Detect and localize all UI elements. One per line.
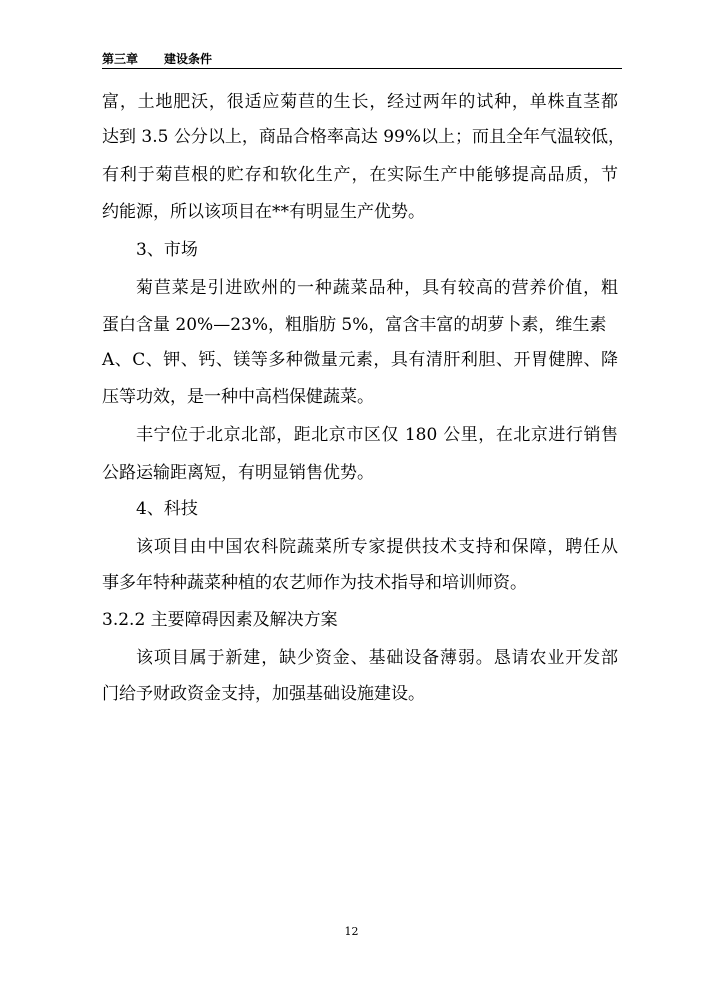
text-line: A、C、钾、钙、镁等多种微量元素，具有清肝利胆、开胃健脾、降 (102, 350, 618, 370)
page-number: 12 (344, 925, 359, 938)
text-line: 事多年特种蔬菜种植的农艺师作为技术指导和培训师资。 (102, 573, 527, 593)
heading-market: 3、市场 (136, 240, 198, 260)
section-heading: 3.2.2 主要障碍因素及解决方案 (102, 610, 338, 630)
text-line: 压等功效，是一种中高档保健蔬菜。 (102, 387, 374, 407)
text-line: 该项目属于新建，缺少资金、基础设备薄弱。恳请农业开发部 (136, 648, 618, 668)
page-header (102, 52, 622, 69)
text-line: 门给予财政资金支持，加强基础设施建设。 (102, 684, 425, 704)
text-line: 有利于菊苣根的贮存和软化生产，在实际生产中能够提高品质，节 (102, 165, 618, 185)
text-line: 菊苣菜是引进欧州的一种蔬菜品种，具有较高的营养价值，粗 (136, 278, 618, 298)
text-line: 该项目由中国农科院蔬菜所专家提供技术支持和保障，聘任从 (136, 537, 618, 557)
text-line: 约能源，所以该项目在**有明显生产优势。 (102, 202, 425, 222)
text-line: 达到 3.5 公分以上，商品合格率高达 99%以上；而且全年气温较低， (102, 127, 626, 147)
heading-technology: 4、科技 (136, 499, 198, 519)
header-chapter: 第三章 (102, 52, 139, 66)
text-line: 丰宁位于北京北部，距北京市区仅 180 公里，在北京进行销售 (136, 425, 618, 445)
header-title: 建设条件 (164, 52, 213, 66)
text-line: 富，土地肥沃，很适应菊苣的生长，经过两年的试种，单株直茎都 (102, 92, 618, 112)
text-line: 公路运输距离短，有明显销售优势。 (102, 463, 374, 483)
text-line: 蛋白含量 20%—23%，粗脂肪 5%，富含丰富的胡萝卜素，维生素 (102, 315, 607, 335)
